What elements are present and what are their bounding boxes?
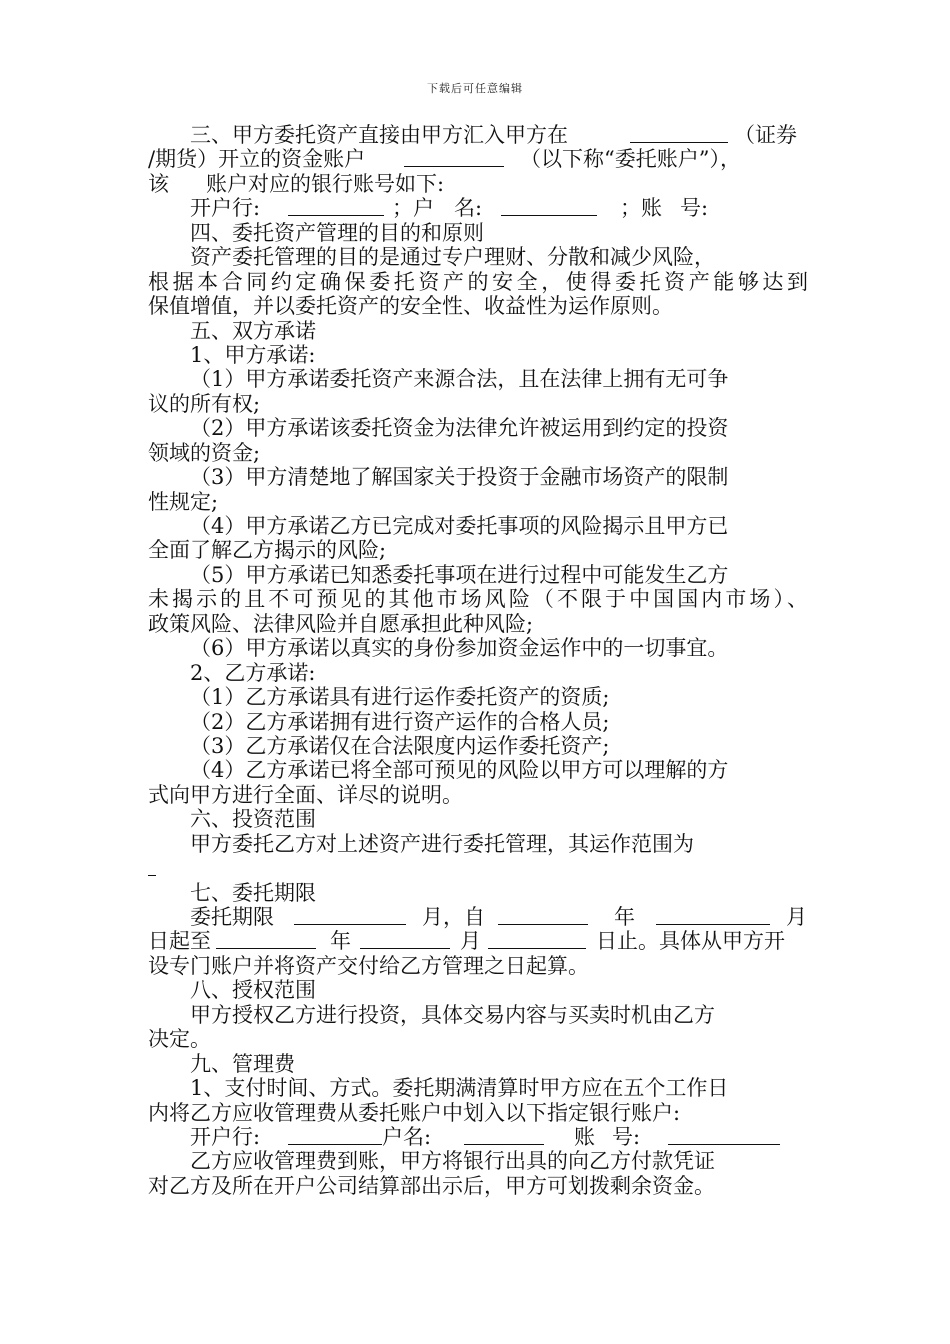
line-text: 号:: [612, 1124, 641, 1149]
line-text: 2、乙方承诺:: [190, 660, 316, 685]
line-text: （4）乙方承诺已将全部可预见的风险以甲方可以理解的方: [190, 758, 729, 783]
line-text: （2）乙方承诺拥有进行资产运作的合格人员;: [190, 709, 610, 734]
text-line: [148, 734, 808, 758]
text-line: [148, 807, 808, 831]
line-text: （证券: [734, 123, 797, 147]
text-line: [148, 710, 808, 734]
text-line: [148, 758, 808, 782]
text-line: [148, 783, 808, 807]
line-text: 五、双方承诺: [190, 318, 316, 343]
text-line: [148, 1125, 808, 1149]
line-text: （1）乙方承诺具有进行运作委托资产的资质;: [190, 685, 610, 710]
text-line: [148, 685, 808, 709]
line-text: （4）甲方承诺乙方已完成对委托事项的风险揭示且甲方已: [190, 514, 729, 538]
text-line: [148, 954, 808, 978]
fill-in-blank: [404, 147, 504, 167]
text-line: [148, 538, 808, 562]
line-text: 内将乙方应收管理费从委托账户中划入以下指定银行账户:: [148, 1100, 681, 1125]
line-text: 根据本合同约定确保委托资产的安全，使得委托资产能够达到: [148, 269, 808, 294]
line-text: 政策风险、法律风险并自愿承担此种风险;: [148, 611, 534, 636]
text-line: [148, 245, 808, 269]
fill-in-blank: [464, 1125, 544, 1145]
fill-in-blank: [630, 123, 728, 143]
text-line: [148, 1076, 808, 1100]
line-text: 议的所有权;: [148, 391, 261, 416]
line-text: /期货）开立的资金账户: [148, 147, 366, 172]
fill-in-blank: [288, 1125, 382, 1145]
text-line: [148, 221, 808, 245]
line-text: 领域的资金;: [148, 440, 261, 465]
text-line: [148, 172, 808, 196]
line-text: 未揭示的且不可预见的其他市场风险（不限于中国国内市场）、: [148, 587, 808, 612]
text-line: [148, 1052, 808, 1076]
line-text: 甲方委托乙方对上述资产进行委托管理，其运作范围为: [190, 831, 694, 856]
line-text: 保值增值，并以委托资产的安全性、收益性为运作原则。: [148, 294, 673, 319]
line-text: （2）甲方承诺该委托资金为法律允许被运用到约定的投资: [190, 416, 729, 441]
line-text: 全面了解乙方揭示的风险;: [148, 538, 387, 563]
text-line: [148, 929, 808, 953]
line-text: 资产委托管理的目的是通过专户理财、分散和减少风险，: [190, 245, 715, 270]
fill-in-blank: [501, 196, 597, 216]
line-text: 性规定;: [148, 489, 219, 514]
line-text: 1、甲方承诺:: [190, 342, 316, 367]
line-text: 名:: [454, 196, 483, 221]
line-text: 该: [148, 171, 169, 196]
text-line: [148, 196, 808, 220]
line-text: （6）甲方承诺以真实的身份参加资金运作中的一切事宜。: [190, 636, 729, 661]
text-line: [148, 416, 808, 440]
text-line: [148, 367, 808, 391]
line-text: 日止。具体从甲方开: [596, 929, 785, 954]
fill-in-blank: [656, 905, 770, 925]
text-line: [148, 343, 808, 367]
fill-in-blank: [668, 1125, 780, 1145]
line-text: 三、甲方委托资产直接由甲方汇入甲方在: [190, 123, 568, 147]
text-line: [148, 441, 808, 465]
line-text: 月: [460, 929, 481, 954]
text-line: [148, 319, 808, 343]
text-line: [148, 612, 808, 636]
line-text: 号:: [680, 196, 709, 221]
text-line: [148, 856, 808, 880]
text-line: [148, 392, 808, 416]
text-line: [148, 563, 808, 587]
text-line: [148, 832, 808, 856]
fill-in-blank: [360, 929, 450, 949]
text-line: [148, 587, 808, 611]
line-text: 账户对应的银行账号如下:: [206, 171, 445, 196]
line-text: 式向甲方进行全面、详尽的说明。: [148, 782, 463, 807]
text-line: [148, 1174, 808, 1198]
fill-in-blank: [216, 929, 316, 949]
line-text: 七、委托期限: [190, 880, 316, 905]
line-text: 户名:: [382, 1124, 432, 1149]
text-line: [148, 294, 808, 318]
text-line: [148, 270, 808, 294]
text-line: [148, 881, 808, 905]
fill-in-blank: [498, 905, 588, 925]
line-text: 开户行:: [190, 196, 261, 221]
line-text: （1）甲方承诺委托资产来源合法，且在法律上拥有无可争: [190, 367, 729, 392]
line-text: ；户: [392, 196, 434, 221]
text-line: [148, 1149, 808, 1173]
fill-in-blank: [288, 196, 384, 216]
text-line: [148, 661, 808, 685]
line-text: 九、管理费: [190, 1051, 295, 1076]
text-line: [148, 1003, 808, 1027]
line-text: 设专门账户并将资产交付给乙方管理之日起算。: [148, 953, 589, 978]
text-line: [148, 147, 808, 171]
line-text: 1、支付时间、方式。委托期满清算时甲方应在五个工作日: [190, 1076, 729, 1101]
line-text: 六、投资范围: [190, 807, 316, 832]
text-line: [148, 514, 808, 538]
line-text: 账: [574, 1124, 595, 1149]
text-line: [148, 1027, 808, 1051]
line-text: 年: [614, 905, 635, 929]
line-text: 四、委托资产管理的目的和原则: [190, 220, 484, 245]
fill-in-blank: [148, 856, 156, 876]
text-line: [148, 905, 808, 929]
line-text: 日起至: [148, 929, 211, 954]
text-line: [148, 490, 808, 514]
text-line: [148, 636, 808, 660]
page-header: 下载后可任意编辑: [427, 82, 523, 95]
line-text: 八、授权范围: [190, 978, 316, 1003]
line-text: 决定。: [148, 1027, 211, 1052]
text-line: [148, 123, 808, 147]
text-line: [148, 465, 808, 489]
line-text: 年: [330, 929, 351, 954]
line-text: 开户行:: [190, 1124, 261, 1149]
text-line: [148, 1101, 808, 1125]
text-line: [148, 978, 808, 1002]
line-text: （3）乙方承诺仅在合法限度内运作委托资产;: [190, 733, 610, 758]
line-text: （5）甲方承诺已知悉委托事项在进行过程中可能发生乙方: [190, 562, 729, 587]
line-text: 乙方应收管理费到账，甲方将银行出具的向乙方付款凭证: [190, 1149, 715, 1174]
fill-in-blank: [294, 905, 406, 925]
line-text: 对乙方及所在开户公司结算部出示后，甲方可划拨剩余资金。: [148, 1173, 715, 1198]
line-text: 月: [786, 905, 807, 929]
line-text: ；账: [620, 196, 662, 221]
fill-in-blank: [488, 929, 586, 949]
contract-body: [148, 123, 808, 1198]
line-text: （以下称“委托账户”），: [520, 147, 741, 172]
line-text: 甲方授权乙方进行投资，具体交易内容与买卖时机由乙方: [190, 1002, 715, 1027]
line-text: 委托期限: [190, 905, 274, 929]
line-text: 月，自: [422, 905, 485, 929]
line-text: （3）甲方清楚地了解国家关于投资于金融市场资产的限制: [190, 465, 729, 490]
